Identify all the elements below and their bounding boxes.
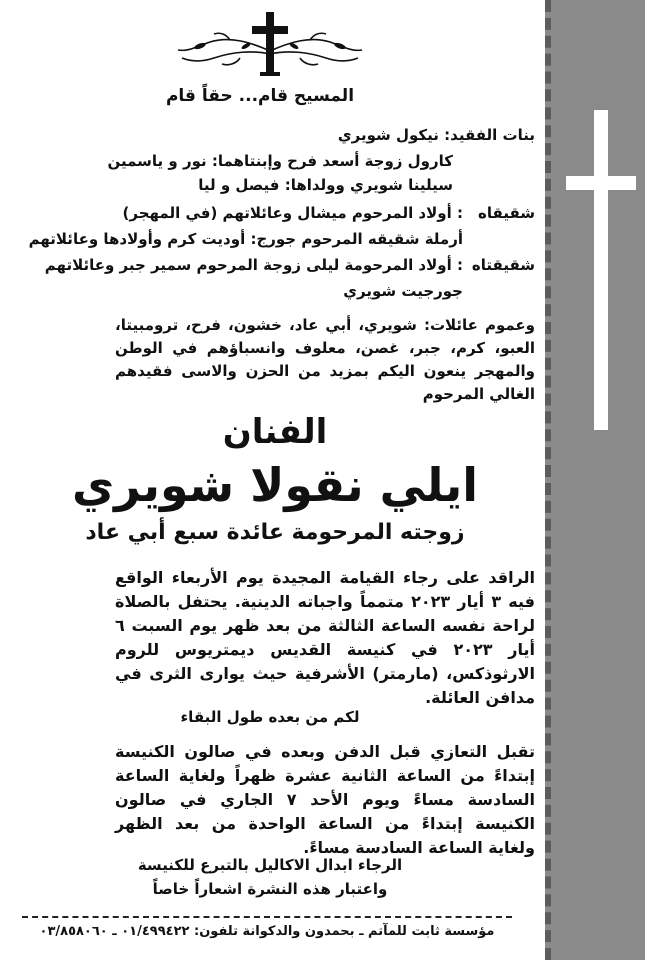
side-band — [545, 0, 645, 960]
daughter-line: سيلينا شويري وولداها: فيصل و ليا — [198, 176, 453, 194]
daughters-row — [338, 124, 535, 146]
brothers-label: شقيقاه — [478, 204, 535, 222]
headline: المسيح قام... حقاً قام — [165, 86, 355, 106]
daughter-line: نيكول شويري — [337, 126, 439, 144]
ornamental-cross-icon — [170, 6, 370, 86]
daughter-line: كارول زوجة أسعد فرح وإبنتاهما: نور و ياسمين — [107, 152, 453, 170]
sisters-label: شقيقتاه — [471, 256, 535, 274]
footer-contact: مؤسسة ثابت للمآتم ـ بحمدون والدكوانة تلفون: ٠١/٤٩٩٤٢٢ ـ ٠٣/٨٥٨٠٦٠ — [39, 924, 495, 939]
funeral-paragraph: الراقد على رجاء القيامة المجيدة يوم الأربعاء الواقع فيه ٣ أيار ٢٠٢٣ متمماً واجباته الدينية. يحتفل بالصلاة لراحة نفسه الساعة الثالثة من بعد ظهر يوم السبت ٦ أيار ٢٠٢٣ في كنيسة القديس ديمتريوس للروم الارثوذكس، (مارمتر) الأشرفية حيث يوارى الثرى في مدافن العائلة. — [115, 568, 536, 707]
families-paragraph: وعموم عائلات: شويري، أبي عاد، خشون، فرح، ترومبيتا، العبو، كرم، جبر، غصن، معلوف وانسباؤهم في الوطن والمهجر ينعون اليكم بمزيد من الحزن والاسى فقيدهم الغالي المرحوم — [115, 316, 535, 403]
brothers-line: : أولاد المرحوم ميشال وعائلاتهم (في المهجر) — [122, 204, 463, 222]
life-after-line: لكم من بعده طول البقاء — [180, 708, 360, 726]
artist-label: الفنان — [222, 412, 328, 452]
sisters-line: : أولاد المرحومة ليلى زوجة المرحوم سمير جبر وعائلاتهم — [44, 256, 463, 274]
request-line: واعتبار هذه النشرة اشعاراً خاصاً — [152, 880, 388, 898]
request-line: الرجاء ابدال الاكاليل بالتبرع للكنيسة — [137, 856, 403, 874]
footer-divider — [22, 916, 512, 918]
daughters-label: بنات الفقيد: — [444, 126, 535, 144]
wife-line: زوجته المرحومة عائدة سبع أبي عاد — [85, 520, 465, 545]
sisters-line: جورجيت شويري — [343, 282, 463, 300]
deceased-name: ايلي نقولا شويري — [72, 458, 478, 512]
brothers-line: أرملة شقيقه المرحوم جورج: أوديت كرم وأولادها وعائلاتهم — [28, 230, 463, 248]
cross-icon — [566, 110, 636, 430]
condolences-paragraph: تقبل التعازي قبل الدفن وبعده في صالون الكنيسة إبتداءً من الساعة الثانية عشرة ظهراً ولغاية الساعة السادسة مساءً ويوم الأحد ٧ الجاري في صالون الكنيسة إبتداءً من الساعة الواحدة من بعد الظهر ولغاية الساعة السادسة مساءً. — [115, 742, 535, 857]
